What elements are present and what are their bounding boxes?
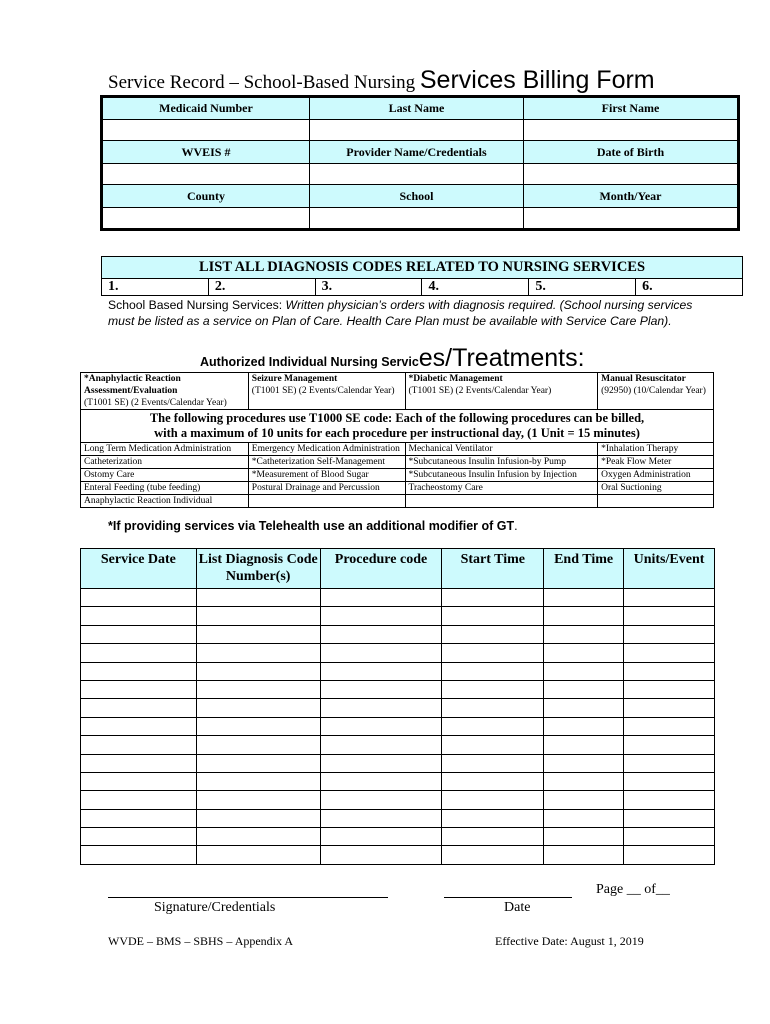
log-cell[interactable] xyxy=(544,607,624,625)
medicaid-number-field[interactable] xyxy=(102,120,310,141)
service-cell: Mechanical Ventilator xyxy=(405,443,598,456)
telehealth-period: . xyxy=(514,519,518,533)
log-cell[interactable] xyxy=(196,680,320,698)
log-cell[interactable] xyxy=(442,772,544,790)
log-cell[interactable] xyxy=(320,699,442,717)
log-cell[interactable] xyxy=(442,662,544,680)
log-cell[interactable] xyxy=(442,717,544,735)
service-detail: (T1001 SE) (2 Events/Calendar Year) xyxy=(408,386,552,396)
log-cell[interactable] xyxy=(442,846,544,864)
log-row xyxy=(81,680,715,698)
log-cell[interactable] xyxy=(196,809,320,827)
log-cell[interactable] xyxy=(81,791,197,809)
patient-info-table xyxy=(100,95,740,231)
form-title xyxy=(108,66,655,95)
log-cell[interactable] xyxy=(544,644,624,662)
log-cell[interactable] xyxy=(81,754,197,772)
diagnosis-code-5[interactable]: 5. xyxy=(529,279,636,296)
service-title: *Anaphylactic Reaction Assessment/Evaluation xyxy=(84,374,181,396)
log-cell[interactable] xyxy=(320,791,442,809)
service-cell xyxy=(405,495,598,508)
diagnosis-code-2[interactable]: 2. xyxy=(208,279,315,296)
service-cell: Oxygen Administration xyxy=(598,469,714,482)
authorized-heading-part-2: es/Treatments: xyxy=(418,344,585,372)
school-field[interactable] xyxy=(309,208,523,230)
services-table xyxy=(80,372,714,508)
log-cell[interactable] xyxy=(544,791,624,809)
col-units-event: Units/Event xyxy=(624,549,715,589)
note-italic: Written physician’s orders with diagnosis required. (School nursing services must be listed as a service on Plan of Care. Health Care Plan must be available with Service Care Plan). xyxy=(108,298,693,328)
title-part-2: Services Billing Form xyxy=(419,66,655,94)
diagnosis-codes-table xyxy=(101,256,743,296)
service-cell: Oral Suctioning xyxy=(598,482,714,495)
col-end-time: End Time xyxy=(544,549,624,589)
log-cell[interactable] xyxy=(624,791,715,809)
log-cell[interactable] xyxy=(320,644,442,662)
log-cell[interactable] xyxy=(81,736,197,754)
label-month-year: Month/Year xyxy=(523,185,738,208)
provider-name-field[interactable] xyxy=(309,164,523,185)
log-row xyxy=(81,699,715,717)
log-cell[interactable] xyxy=(624,680,715,698)
log-row xyxy=(81,754,715,772)
authorized-services-heading xyxy=(200,344,585,373)
procedure-code-note xyxy=(81,410,714,443)
log-cell[interactable] xyxy=(624,644,715,662)
log-cell[interactable] xyxy=(442,589,544,607)
log-cell[interactable] xyxy=(320,717,442,735)
label-school: School xyxy=(309,185,523,208)
log-cell[interactable] xyxy=(442,680,544,698)
log-cell[interactable] xyxy=(196,846,320,864)
log-cell[interactable] xyxy=(544,625,624,643)
log-cell[interactable] xyxy=(624,828,715,846)
log-cell[interactable] xyxy=(81,699,197,717)
log-cell[interactable] xyxy=(81,809,197,827)
log-cell[interactable] xyxy=(320,846,442,864)
month-year-field[interactable] xyxy=(523,208,738,230)
service-cell: *Peak Flow Meter xyxy=(598,456,714,469)
log-cell[interactable] xyxy=(196,625,320,643)
log-row xyxy=(81,717,715,735)
service-log-table xyxy=(80,548,715,865)
log-cell[interactable] xyxy=(81,589,197,607)
label-medicaid-number: Medicaid Number xyxy=(102,97,310,120)
service-detail: (92950) (10/Calendar Year) xyxy=(601,386,706,396)
log-cell[interactable] xyxy=(544,680,624,698)
log-cell[interactable] xyxy=(624,699,715,717)
log-cell[interactable] xyxy=(624,662,715,680)
log-cell[interactable] xyxy=(442,699,544,717)
service-cell: *Inhalation Therapy xyxy=(598,443,714,456)
log-cell[interactable] xyxy=(544,717,624,735)
label-wveis: WVEIS # xyxy=(102,141,310,164)
signature-line[interactable] xyxy=(108,897,388,898)
log-cell[interactable] xyxy=(442,607,544,625)
log-cell[interactable] xyxy=(624,717,715,735)
date-line[interactable] xyxy=(444,897,572,898)
nursing-services-note xyxy=(108,298,708,329)
log-cell[interactable] xyxy=(624,607,715,625)
service-log-body xyxy=(81,589,715,865)
diagnosis-code-1[interactable]: 1. xyxy=(102,279,209,296)
col-diagnosis-code: List Diagnosis Code Number(s) xyxy=(196,549,320,589)
log-cell[interactable] xyxy=(81,828,197,846)
log-cell[interactable] xyxy=(81,717,197,735)
log-cell[interactable] xyxy=(81,644,197,662)
appendix-label: WVDE – BMS – SBHS – Appendix A xyxy=(108,934,294,948)
wveis-field[interactable] xyxy=(102,164,310,185)
diagnosis-code-3[interactable]: 3. xyxy=(315,279,422,296)
log-cell[interactable] xyxy=(442,809,544,827)
log-cell[interactable] xyxy=(196,736,320,754)
service-cell: Enteral Feeding (tube feeding) xyxy=(81,482,249,495)
log-cell[interactable] xyxy=(320,772,442,790)
label-county: County xyxy=(102,185,310,208)
service-cell: Emergency Medication Administration xyxy=(248,443,405,456)
log-cell[interactable] xyxy=(442,791,544,809)
log-cell[interactable] xyxy=(196,791,320,809)
service-title: Seizure Management xyxy=(251,374,338,384)
service-cell: Postural Drainage and Percussion xyxy=(248,482,405,495)
log-cell[interactable] xyxy=(320,754,442,772)
service-manual-resuscitator xyxy=(598,373,714,410)
log-cell[interactable] xyxy=(196,589,320,607)
service-detail: (T1001 SE) (2 Events/Calendar Year) xyxy=(84,398,227,408)
log-row xyxy=(81,607,715,625)
col-start-time: Start Time xyxy=(442,549,544,589)
log-cell[interactable] xyxy=(544,772,624,790)
service-seizure-management xyxy=(248,373,405,410)
log-cell[interactable] xyxy=(442,736,544,754)
log-cell[interactable] xyxy=(320,589,442,607)
log-cell[interactable] xyxy=(320,662,442,680)
service-cell: *Subcutaneous Insulin Infusion by Injection xyxy=(405,469,598,482)
log-cell[interactable] xyxy=(544,809,624,827)
log-cell[interactable] xyxy=(624,625,715,643)
label-last-name: Last Name xyxy=(309,97,523,120)
label-provider-name: Provider Name/Credentials xyxy=(309,141,523,164)
col-service-date: Service Date xyxy=(81,549,197,589)
label-date-of-birth: Date of Birth xyxy=(523,141,738,164)
log-row xyxy=(81,772,715,790)
log-cell[interactable] xyxy=(624,589,715,607)
log-cell[interactable] xyxy=(81,846,197,864)
date-of-birth-field[interactable] xyxy=(523,164,738,185)
log-cell[interactable] xyxy=(196,644,320,662)
service-cell: Catheterization xyxy=(81,456,249,469)
service-cell: *Catheterization Self-Management xyxy=(248,456,405,469)
log-cell[interactable] xyxy=(81,607,197,625)
log-cell[interactable] xyxy=(320,828,442,846)
log-row xyxy=(81,625,715,643)
log-cell[interactable] xyxy=(544,662,624,680)
log-row xyxy=(81,644,715,662)
service-diabetic-management xyxy=(405,373,598,410)
service-cell: Ostomy Care xyxy=(81,469,249,482)
first-name-field[interactable] xyxy=(523,120,738,141)
service-cell xyxy=(248,495,405,508)
log-cell[interactable] xyxy=(320,680,442,698)
title-part-1: Service Record – School-Based Nursing xyxy=(108,72,420,93)
log-cell[interactable] xyxy=(442,828,544,846)
log-cell[interactable] xyxy=(196,717,320,735)
log-cell[interactable] xyxy=(320,809,442,827)
log-cell[interactable] xyxy=(624,772,715,790)
log-cell[interactable] xyxy=(544,846,624,864)
last-name-field[interactable] xyxy=(309,120,523,141)
log-cell[interactable] xyxy=(544,589,624,607)
label-first-name: First Name xyxy=(523,97,738,120)
log-cell[interactable] xyxy=(81,772,197,790)
procedure-note-line-1: The following procedures use T1000 SE code: Each of the following procedures can be billed, xyxy=(149,411,645,425)
service-cell: *Subcutaneous Insulin Infusion-by Pump xyxy=(405,456,598,469)
col-procedure-code: Procedure code xyxy=(320,549,442,589)
telehealth-note xyxy=(108,519,518,533)
log-cell[interactable] xyxy=(624,809,715,827)
log-cell[interactable] xyxy=(81,625,197,643)
log-cell[interactable] xyxy=(544,699,624,717)
diagnosis-code-6[interactable]: 6. xyxy=(636,279,743,296)
service-cell: *Measurement of Blood Sugar xyxy=(248,469,405,482)
service-title: Manual Resuscitator xyxy=(601,374,686,384)
log-cell[interactable] xyxy=(81,662,197,680)
log-cell[interactable] xyxy=(320,625,442,643)
note-lead: School Based Nursing Services: xyxy=(108,298,286,312)
log-cell[interactable] xyxy=(196,772,320,790)
log-cell[interactable] xyxy=(544,754,624,772)
procedure-note-line-2: with a maximum of 10 units for each procedure per instructional day, (1 Unit = 15 minutes) xyxy=(154,426,640,440)
diagnosis-code-4[interactable]: 4. xyxy=(422,279,529,296)
log-cell[interactable] xyxy=(624,736,715,754)
effective-date: Effective Date: August 1, 2019 xyxy=(495,934,644,948)
log-cell[interactable] xyxy=(442,754,544,772)
county-field[interactable] xyxy=(102,208,310,230)
service-cell: Tracheostomy Care xyxy=(405,482,598,495)
diagnosis-heading: LIST ALL DIAGNOSIS CODES RELATED TO NURSING SERVICES xyxy=(102,257,743,279)
telehealth-text: *If providing services via Telehealth use an additional modifier of GT xyxy=(108,519,515,533)
service-anaphylactic-assessment xyxy=(81,373,249,410)
log-row xyxy=(81,809,715,827)
log-row xyxy=(81,662,715,680)
service-cell: Anaphylactic Reaction Individual xyxy=(81,495,249,508)
log-cell[interactable] xyxy=(442,644,544,662)
authorized-heading-part-1: Authorized Individual Nursing Servic xyxy=(200,355,419,369)
service-cell xyxy=(598,495,714,508)
service-title: *Diabetic Management xyxy=(408,374,503,384)
log-cell[interactable] xyxy=(320,736,442,754)
log-row xyxy=(81,846,715,864)
date-label: Date xyxy=(504,900,531,915)
signature-label: Signature/Credentials xyxy=(154,900,276,915)
log-cell[interactable] xyxy=(196,754,320,772)
log-row xyxy=(81,736,715,754)
log-cell[interactable] xyxy=(442,625,544,643)
log-cell[interactable] xyxy=(624,846,715,864)
log-row xyxy=(81,589,715,607)
log-cell[interactable] xyxy=(196,607,320,625)
log-cell[interactable] xyxy=(196,699,320,717)
log-cell[interactable] xyxy=(320,607,442,625)
log-cell[interactable] xyxy=(196,662,320,680)
log-cell[interactable] xyxy=(81,680,197,698)
page-number: Page __ of__ xyxy=(596,882,670,897)
log-cell[interactable] xyxy=(544,828,624,846)
log-cell[interactable] xyxy=(624,754,715,772)
service-detail: (T1001 SE) (2 Events/Calendar Year) xyxy=(251,386,395,396)
log-row xyxy=(81,791,715,809)
log-cell[interactable] xyxy=(196,828,320,846)
log-row xyxy=(81,828,715,846)
service-cell: Long Term Medication Administration xyxy=(81,443,249,456)
log-cell[interactable] xyxy=(544,736,624,754)
